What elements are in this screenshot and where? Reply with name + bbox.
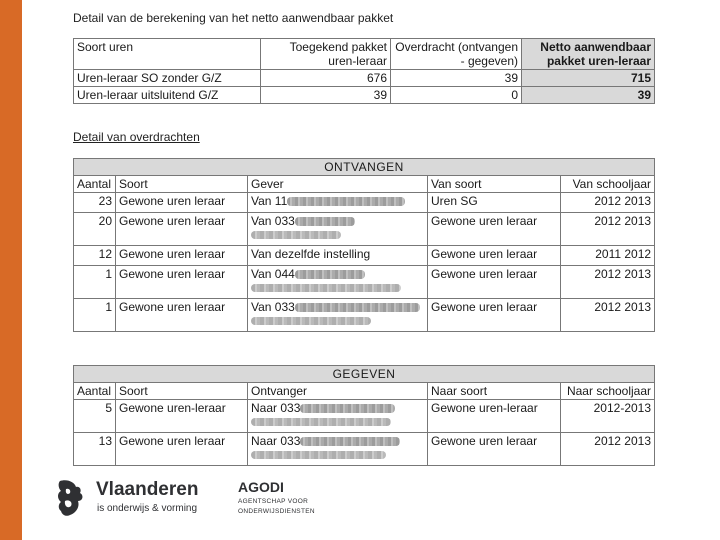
calc-row [74, 70, 655, 87]
col-soort: Soort [116, 176, 248, 193]
cell-aantal: 5 [74, 400, 116, 433]
col-aantal: Aantal [74, 176, 116, 193]
document-page [22, 0, 720, 540]
redacted-block [287, 197, 405, 206]
received-row [74, 246, 655, 266]
received-row [74, 266, 655, 299]
redacted-block [251, 418, 391, 426]
gever-text: Van 11 [251, 194, 288, 208]
cell-soort: Gewone uren leraar [116, 213, 248, 246]
cell-naar-soort: Gewone uren leraar [428, 433, 561, 466]
given-caption: GEGEVEN [74, 366, 655, 383]
received-row [74, 213, 655, 246]
agodi-tagline: AGENTSCHAP VOOR ONDERWIJSDIENSTEN [238, 498, 315, 515]
vlaanderen-lion-icon [52, 477, 88, 519]
cell-van-soort: Gewone uren leraar [428, 299, 561, 332]
given-row [74, 400, 655, 433]
gever-text: Van 044 [251, 267, 295, 281]
cell-schooljaar: 2012 2013 [561, 266, 655, 299]
received-table [73, 158, 655, 332]
redacted-block [251, 284, 401, 292]
calc-row [74, 87, 655, 104]
given-row [74, 433, 655, 466]
cell-aantal: 20 [74, 213, 116, 246]
col-naar-soort: Naar soort [428, 383, 561, 400]
cell-van-soort: Gewone uren leraar [428, 213, 561, 246]
cell-soort: Uren-leraar uitsluitend G/Z [74, 87, 261, 104]
redacted-block [251, 231, 341, 239]
gever-text: Van 033 [251, 300, 295, 314]
redacted-block [300, 404, 395, 413]
cell-schooljaar: 2012 2013 [561, 213, 655, 246]
cell-gever [248, 299, 428, 332]
footer-logos [52, 475, 352, 525]
cell-aantal: 23 [74, 193, 116, 213]
cell-soort: Gewone uren leraar [116, 266, 248, 299]
cell-soort: Uren-leraar SO zonder G/Z [74, 70, 261, 87]
redacted-block [295, 303, 420, 312]
cell-soort: Gewone uren leraar [116, 246, 248, 266]
cell-toegekend: 676 [261, 70, 391, 87]
col-netto: Netto aanwendbaar pakket uren-leraar [522, 39, 655, 70]
cell-soort: Gewone uren leraar [116, 193, 248, 213]
given-table [73, 365, 655, 466]
cell-soort: Gewone uren-leraar [116, 400, 248, 433]
col-toegekend: Toegekend pakket uren-leraar [261, 39, 391, 70]
received-caption: ONTVANGEN [74, 159, 655, 176]
col-ontvanger: Ontvanger [248, 383, 428, 400]
col-aantal: Aantal [74, 383, 116, 400]
cell-van-soort: Gewone uren leraar [428, 266, 561, 299]
redacted-block [295, 270, 365, 279]
cell-netto: 715 [522, 70, 655, 87]
given-header-row [74, 383, 655, 400]
cell-schooljaar: 2012 2013 [561, 433, 655, 466]
vlaanderen-tagline: is onderwijs & vorming [97, 503, 198, 514]
redacted-block [251, 451, 386, 459]
cell-soort: Gewone uren leraar [116, 299, 248, 332]
cell-ontvanger [248, 400, 428, 433]
cell-gever: Van dezelfde instelling [248, 246, 428, 266]
cell-schooljaar: 2012 2013 [561, 193, 655, 213]
received-row [74, 193, 655, 213]
cell-aantal: 1 [74, 299, 116, 332]
cell-gever [248, 266, 428, 299]
col-overdracht: Overdracht (ontvangen - gegeven) [391, 39, 522, 70]
cell-overdracht: 39 [391, 70, 522, 87]
received-row [74, 299, 655, 332]
gever-text: Van 033 [251, 214, 295, 228]
calc-header-row [74, 39, 655, 70]
side-accent-bar [0, 0, 22, 540]
cell-van-soort: Gewone uren leraar [428, 246, 561, 266]
cell-naar-soort: Gewone uren-leraar [428, 400, 561, 433]
calc-heading: Detail van de berekening van het netto aanwendbaar pakket [73, 11, 394, 25]
cell-aantal: 13 [74, 433, 116, 466]
cell-aantal: 12 [74, 246, 116, 266]
cell-toegekend: 39 [261, 87, 391, 104]
vlaanderen-logo-text: Vlaanderen [96, 479, 199, 500]
col-soort-uren: Soort uren [74, 39, 261, 70]
col-van-soort: Van soort [428, 176, 561, 193]
cell-van-soort: Uren SG [428, 193, 561, 213]
ontvanger-text: Naar 033 [251, 401, 301, 415]
transfers-heading: Detail van overdrachten [73, 130, 200, 144]
redacted-block [251, 317, 371, 325]
cell-schooljaar: 2011 2012 [561, 246, 655, 266]
agodi-logo-text: AGODI [238, 479, 284, 495]
cell-ontvanger [248, 433, 428, 466]
redacted-block [295, 217, 355, 226]
cell-gever [248, 193, 428, 213]
received-header-row [74, 176, 655, 193]
col-gever: Gever [248, 176, 428, 193]
cell-aantal: 1 [74, 266, 116, 299]
calc-table [73, 38, 655, 104]
redacted-block [300, 437, 400, 446]
col-naar-schooljaar: Naar schooljaar [561, 383, 655, 400]
cell-schooljaar: 2012 2013 [561, 299, 655, 332]
cell-soort: Gewone uren leraar [116, 433, 248, 466]
cell-schooljaar: 2012-2013 [561, 400, 655, 433]
col-van-schooljaar: Van schooljaar [561, 176, 655, 193]
col-soort: Soort [116, 383, 248, 400]
cell-gever [248, 213, 428, 246]
ontvanger-text: Naar 033 [251, 434, 301, 448]
cell-netto: 39 [522, 87, 655, 104]
cell-overdracht: 0 [391, 87, 522, 104]
